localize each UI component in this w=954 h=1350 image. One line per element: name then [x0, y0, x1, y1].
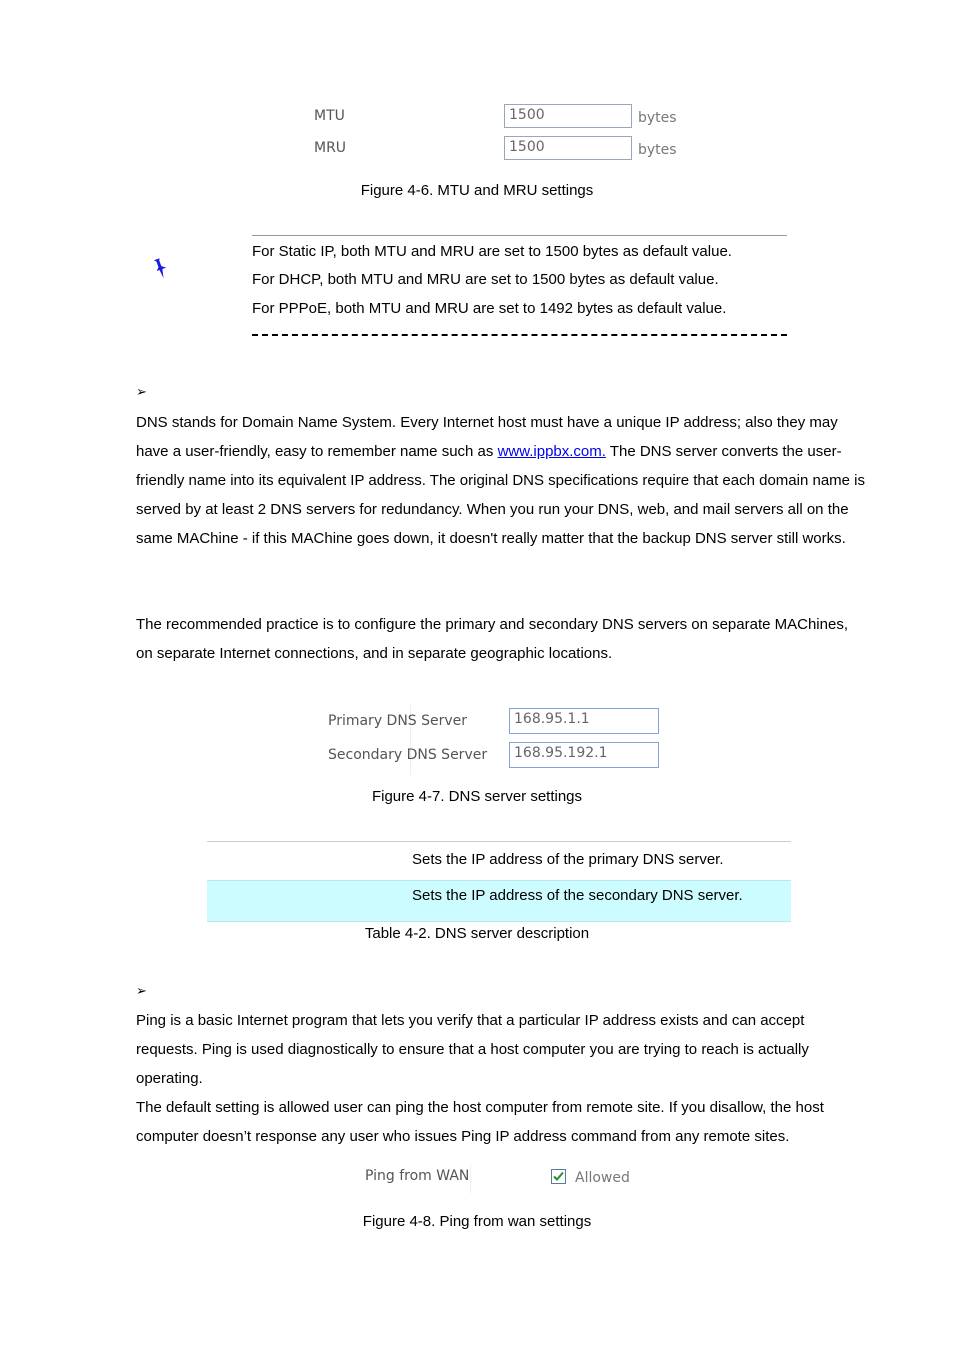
secondary-dns-label: Secondary DNS Server: [328, 747, 488, 763]
primary-dns-label: Primary DNS Server: [328, 713, 468, 729]
dns-paragraph-1: [136, 408, 866, 553]
note-line-static: For Static IP, both MTU and MRU are set to 1500 bytes as default value.: [252, 243, 732, 260]
note-bottom-rule: [252, 334, 787, 336]
table-row-desc: Sets the IP address of the secondary DNS server.: [412, 887, 743, 904]
dns-p1-text-after: The DNS server converts the user-friendly name into its equivalent IP address. The original DNS specifications require that each domain name is served by at least 2 DNS servers for redundancy. When you run your DNS, web, and mail servers all on the same MAChine - if this MAChine goes down, it doesn't really matter that the backup DNS server still works.: [136, 443, 866, 547]
mru-unit: bytes: [638, 142, 677, 158]
ping-paragraph-2: The default setting is allowed user can ping the host computer from remote site. If you disallow, the host computer doesn’t response any user who issues Ping IP address command from any remote sites.: [136, 1099, 824, 1145]
dns-section-bullet: ➢: [136, 384, 147, 399]
ping-from-wan-label: Ping from WAN: [365, 1168, 470, 1184]
mtu-unit: bytes: [638, 110, 677, 126]
note-line-pppoe: For PPPoE, both MTU and MRU are set to 1492 bytes as default value.: [252, 300, 727, 317]
dns-paragraph-2: The recommended practice is to configure the primary and secondary DNS servers on separate MAChines, on separate Internet connections, and in separate geographic locations.: [136, 616, 848, 662]
table-row: [207, 842, 791, 880]
primary-dns-input[interactable]: 168.95.1.1: [509, 708, 659, 734]
table-4-2-caption: Table 4-2. DNS server description: [364, 925, 590, 942]
ping-paragraph-1: Ping is a basic Internet program that lets you verify that a particular IP address exists and can accept requests. Ping is used diagnostically to ensure that a host computer you are trying to reach is actually operating.: [136, 1012, 809, 1087]
mru-label: MRU: [314, 140, 347, 156]
ippbx-link[interactable]: www.ippbx.com.: [497, 443, 606, 460]
note-top-rule: [252, 235, 787, 236]
table-row: [207, 880, 791, 922]
figure-4-6-caption: Figure 4-6. MTU and MRU settings: [360, 182, 594, 199]
figure-4-8-caption: Figure 4-8. Ping from wan settings: [362, 1213, 592, 1230]
ping-allowed-checkbox[interactable]: [551, 1169, 566, 1184]
pushpin-icon: [154, 256, 170, 280]
ping-allowed-label: Allowed: [575, 1170, 630, 1186]
table-row-desc: Sets the IP address of the primary DNS server.: [412, 851, 724, 868]
fig48-divider: [470, 1165, 471, 1193]
mtu-label: MTU: [314, 108, 345, 124]
dns-p1-text: DNS stands for Domain Name System. Every Internet host must have a unique IP address; also they may have a user-friendly, easy to remember name such as: [136, 414, 838, 460]
mtu-input[interactable]: 1500: [504, 104, 632, 128]
note-line-dhcp: For DHCP, both MTU and MRU are set to 1500 bytes as default value.: [252, 271, 719, 288]
mru-input[interactable]: 1500: [504, 136, 632, 160]
secondary-dns-input[interactable]: 168.95.192.1: [509, 742, 659, 768]
figure-4-7-caption: Figure 4-7. DNS server settings: [371, 788, 583, 805]
check-icon: [552, 1170, 565, 1183]
ping-section-bullet: ➢: [136, 983, 147, 998]
